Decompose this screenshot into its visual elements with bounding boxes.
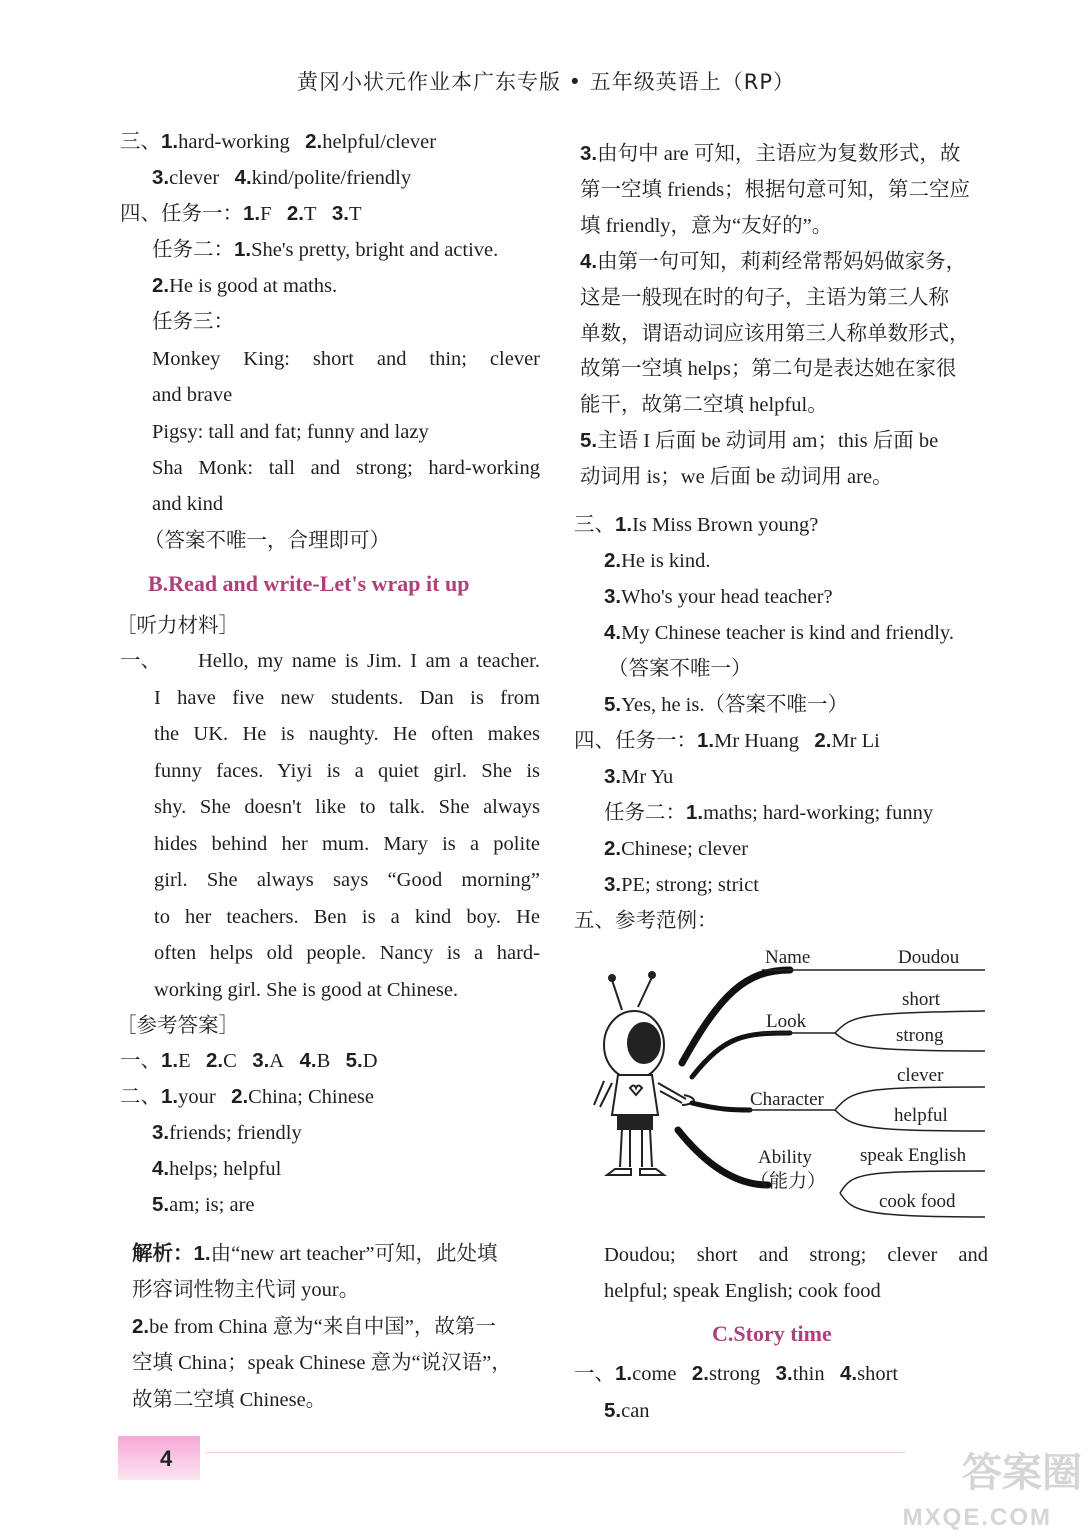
explanation-line: 4.由第一句可知，莉莉经常帮妈妈做家务， [580,250,967,273]
mindmap-name-label: Name [765,947,811,968]
summary-line: helpful; speak English; cook food [604,1280,881,1302]
listening-label: ［听力材料］ [116,615,239,637]
explanation-line: 故第二空填 Chinese。 [132,1389,327,1411]
answer-line: 三、1.Is Miss Brown young? [574,513,819,536]
listening-line: shy. She doesn't like to talk. She always [154,796,540,818]
mindmap-look-label: Look [766,1011,807,1032]
explanation-line: 5.主语 I 后面 be 动词用 am；this 后面 be [580,429,939,452]
answer-line: 5.can [604,1399,650,1422]
answer-line: 任务二：1.She's pretty, bright and active. [152,238,499,261]
section-title-b: B.Read and write-Let's wrap it up [148,571,470,596]
answer-line: 4.helps; helpful [152,1157,282,1180]
note: （答案不唯一） [608,658,752,680]
answer-line: 四、任务一：1.Mr Huang 2.Mr Li [574,729,880,752]
summary-line: Doudou; short and strong; clever and [604,1244,988,1266]
explanation-line: 故第一空填 helps；第二句是表达她在家很 [580,358,957,380]
mindmap-look-1: short [902,989,940,1010]
section-title-c: C.Story time [712,1321,832,1346]
listening-line: I have five new students. Dan is from [154,686,540,709]
mindmap-char-1: clever [897,1065,944,1086]
listening-line: Hello, my name is Jim. I am a teacher. [198,650,540,672]
explanation-line: 空填 China；speak Chinese 意为“说汉语”， [132,1352,512,1374]
listening-line: funny faces. Yiyi is a quiet girl. She is [154,759,540,782]
answer-line: and brave [152,384,233,406]
answer-line: 3.PE; strong; strict [604,873,759,896]
answer-line: 2.He is good at maths. [152,274,338,297]
answer-line: and kind [152,493,224,515]
mindmap-name-value: Doudou [898,947,960,968]
answer-line: 一、1.E 2.C 3.A 4.B 5.D [120,1049,378,1072]
page-number-bar [118,1436,200,1480]
mindmap-ability-label: Ability [758,1147,812,1168]
listening-line: often helps old people. Nancy is a hard- [154,942,540,964]
answer-line: 五、参考范例： [574,910,718,932]
answer-line: 5.am; is; are [152,1193,255,1216]
reference-label: ［参考答案］ [116,1015,239,1037]
explanation-line: 解析：1.由“new art teacher”可知，此处填 [132,1242,498,1265]
answer-line: 任务二：1.maths; hard-working; funny [604,801,934,824]
listening-line: the UK. He is naughty. He often makes [154,723,540,745]
answer-line: 3.Mr Yu [604,765,674,788]
page-header: 黄冈小状元作业本广东专版 • 五年级英语上（RP） [297,70,795,94]
explanation-line: 单数，谓语动词应该用第三人称单数形式， [580,323,970,345]
listening-line: working girl. She is good at Chinese. [154,978,459,1001]
answer-line: 一、1.come 2.strong 3.thin 4.short [574,1362,899,1385]
explanation-line: 这是一般现在时的句子，主语为第三人称 [580,287,949,309]
explanation-line: 动词用 is；we 后面 be 动词用 are。 [580,466,893,488]
note: （答案不唯一，合理即可） [144,530,390,552]
task-label: 任务三： [152,311,234,333]
listening-line: hides behind her mum. Mary is a polite [154,832,540,855]
answer-line: 四、任务一：1.F 2.T 3.T [120,202,362,225]
mindmap-character-label: Character [750,1089,824,1110]
mindmap-char-2: helpful [894,1105,948,1126]
answer-line: Monkey King: short and thin; clever [152,348,540,370]
watermark-url: MXQE.COM [902,1504,1052,1531]
answer-line: 3.friends; friendly [152,1121,302,1144]
explanation-line: 3.由句中 are 可知，主语应为复数形式，故 [580,142,961,165]
answer-line: 3.Who's your head teacher? [604,585,833,608]
answer-line: Pigsy: tall and fat; funny and lazy [152,421,429,443]
answer-line: 3.clever 4.kind/polite/friendly [152,166,412,189]
answer-line: 二、1.your 2.China; Chinese [120,1085,375,1108]
listening-line: to her teachers. Ben is a kind boy. He [154,905,540,928]
question-number: 一、 [120,650,161,672]
footer-divider [205,1452,905,1453]
watermark-logo: 答案圈 [962,1450,1082,1496]
answer-line: 三、1.hard-working 2.helpful/clever [120,130,437,153]
answer-line: 4.My Chinese teacher is kind and friendly. [604,621,954,644]
explanation-line: 第一空填 friends；根据句意可知，第二空应 [580,179,971,201]
mindmap-look-2: strong [896,1025,944,1046]
explanation-line: 2.be from China 意为“来自中国”，故第一 [132,1315,496,1338]
mind-map [590,935,1000,1235]
robot-illustration [594,972,694,1175]
mindmap-ab-1: speak English [860,1145,967,1166]
answer-line: 2.Chinese; clever [604,837,749,860]
answer-line: Sha Monk: tall and strong; hard-working [152,457,540,479]
explanation-line: 形容词性物主代词 your。 [132,1279,360,1301]
page-number: 4 [160,1446,173,1471]
mindmap-ab-2: cook food [879,1191,956,1212]
mindmap-ability-cn: （能力） [750,1171,827,1192]
explanation-line: 填 friendly，意为“友好的”。 [580,215,833,237]
answer-line: 2.He is kind. [604,549,711,572]
answer-line: 5.Yes, he is.（答案不唯一） [604,693,848,716]
listening-line: girl. She always says “Good morning” [154,869,540,891]
explanation-line: 能干，故第二空填 helpful。 [580,394,828,416]
